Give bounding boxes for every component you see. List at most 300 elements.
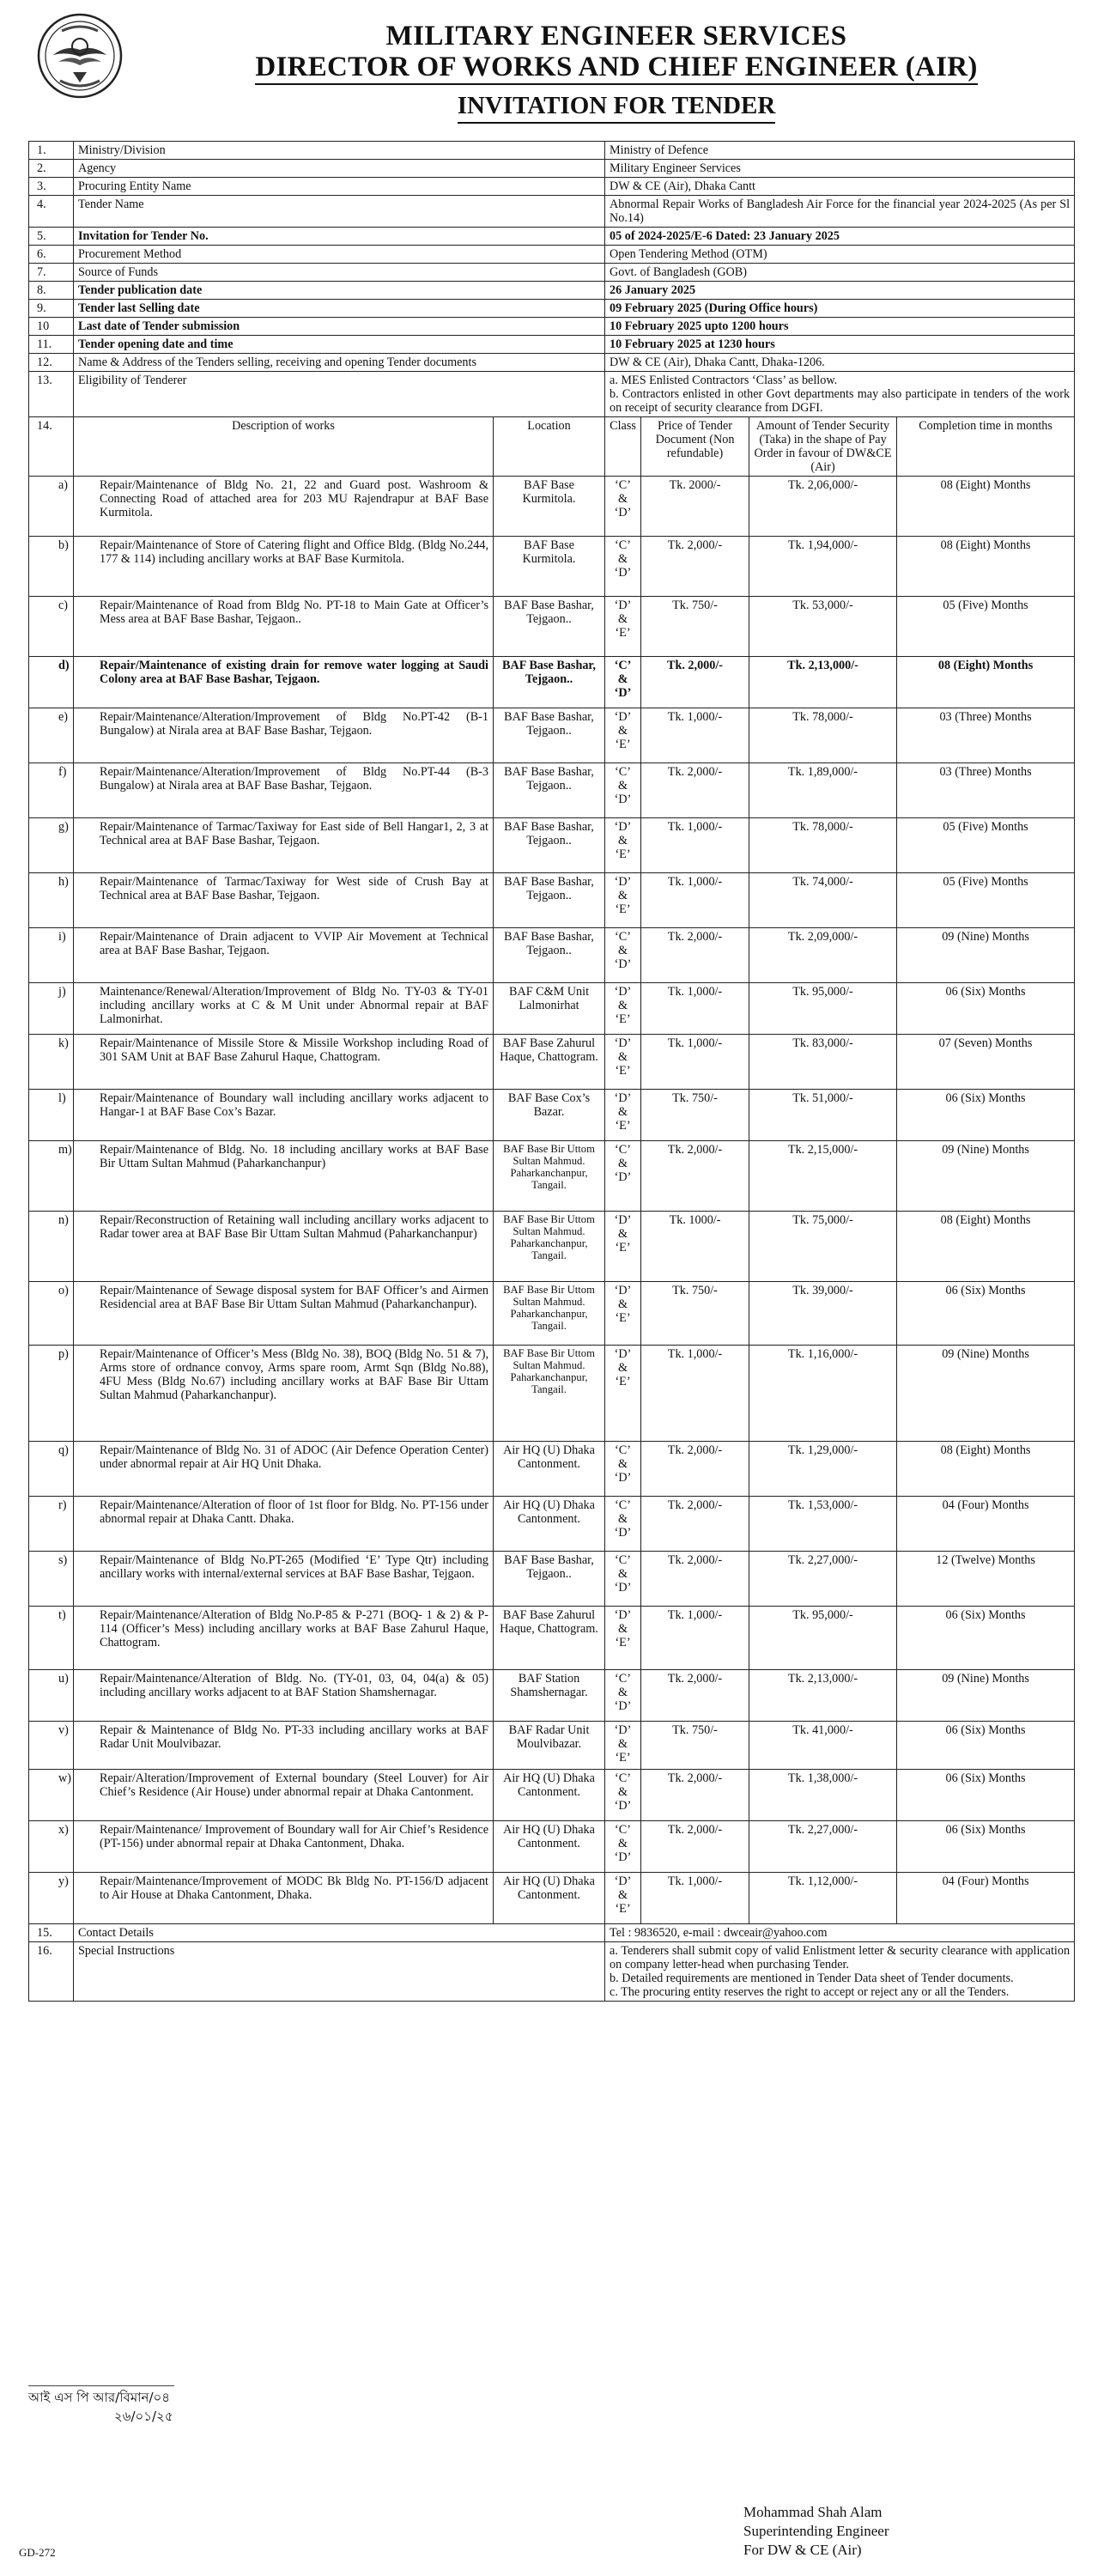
- work-description-text: Repair/Maintenance of existing drain for remove water logging at Saudi Colony area at BAF Base Bashar, Tejgaon.: [100, 659, 488, 686]
- eligibility-row: [29, 372, 1075, 417]
- row-label: Procuring Entity Name: [74, 178, 605, 196]
- class-token: ‘D’: [614, 686, 632, 700]
- row-number: [29, 763, 74, 818]
- class-token: ‘D’: [614, 1850, 632, 1864]
- work-tender-security: Tk. 39,000/-: [749, 1282, 897, 1346]
- info-row: [29, 318, 1075, 336]
- row-number: 3.: [29, 178, 74, 196]
- work-description: [58, 1346, 494, 1442]
- row-value: Govt. of Bangladesh (GOB): [605, 264, 1075, 282]
- work-description: [58, 1873, 494, 1924]
- work-tender-security: Tk. 1,29,000/-: [749, 1442, 897, 1497]
- row-value: 10 February 2025 at 1230 hours: [605, 336, 1075, 354]
- work-row: [29, 1497, 1075, 1552]
- class-token: ‘D’: [614, 793, 632, 806]
- info-row: [29, 178, 1075, 196]
- work-completion-time: 08 (Eight) Months: [897, 1442, 1075, 1497]
- row-number: 15.: [29, 1924, 74, 1942]
- class-token: ‘C’: [615, 1143, 631, 1157]
- work-class: [605, 1873, 641, 1924]
- row-number: 10: [29, 318, 74, 336]
- work-description-text: Maintenance/Renewal/Alteration/Improvement of Bldg No. TY-03 & TY-01 including ancillary works at C & M Unit under Abnormal repair at BAF Lalmonirhat.: [100, 985, 488, 1026]
- class-token: ‘D’: [614, 1581, 632, 1595]
- work-row: [29, 1607, 1075, 1670]
- work-document-price: Tk. 2,000/-: [641, 1552, 749, 1607]
- work-description-text: Repair/Maintenance/Alteration/Improvement of Bldg No.PT-44 (B-3 Bungalow) at Nirala area at BAF Base Bashar, Tejgaon.: [100, 765, 488, 793]
- work-row: [29, 1035, 1075, 1090]
- work-document-price: Tk. 750/-: [641, 1282, 749, 1346]
- work-location: BAF Base Kurmitola.: [494, 537, 605, 597]
- row-value: DW & CE (Air), Dhaka Cantt: [605, 178, 1075, 196]
- row-label: Eligibility of Tenderer: [74, 372, 605, 417]
- work-document-price: Tk. 1,000/-: [641, 1035, 749, 1090]
- work-tender-security: Tk. 83,000/-: [749, 1035, 897, 1090]
- work-location: BAF Base Bashar, Tejgaon..: [494, 763, 605, 818]
- row-label: Tender publication date: [74, 282, 605, 300]
- work-class: [605, 1607, 641, 1670]
- work-description-text: Repair/Maintenance/ Improvement of Boundary wall for Air Chief’s Residence (PT-156) under abnormal repair at Dhaka Cantonment, Dhaka.: [100, 1823, 488, 1850]
- class-token: ‘D’: [614, 506, 632, 519]
- class-token: &: [617, 1888, 628, 1902]
- info-row: [29, 282, 1075, 300]
- class-token: ‘E’: [615, 1012, 631, 1026]
- class-token: ‘C’: [615, 1553, 631, 1567]
- work-completion-time: 09 (Nine) Months: [897, 1141, 1075, 1212]
- work-class: [605, 818, 641, 873]
- special-instructions-row: [29, 1942, 1075, 2002]
- work-class: [605, 537, 641, 597]
- work-row: [29, 1212, 1075, 1282]
- work-description: [58, 1141, 494, 1212]
- work-description-text: Repair/Maintenance of Sewage disposal system for BAF Officer’s and Airmen Residencial area at BAF Base Bir Uttam Sultan Mahmud (Paharkanchanpur).: [100, 1284, 488, 1311]
- class-token: &: [617, 552, 628, 566]
- signer-org: For DW & CE (Air): [743, 2542, 862, 2558]
- work-location: BAF Base Bir Uttom Sultan Mahmud. Paharkanchanpur, Tangail.: [494, 1212, 605, 1282]
- work-completion-time: 06 (Six) Months: [897, 983, 1075, 1035]
- row-value: Open Tendering Method (OTM): [605, 246, 1075, 264]
- work-completion-time: 09 (Nine) Months: [897, 1670, 1075, 1722]
- class-token: ‘E’: [615, 1636, 631, 1649]
- class-token: ‘E’: [615, 1902, 631, 1916]
- work-class: [605, 1090, 641, 1141]
- class-token: ‘E’: [615, 738, 631, 751]
- eligibility-value: [605, 372, 1075, 417]
- work-location: BAF Base Zahurul Haque, Chattogram.: [494, 1607, 605, 1670]
- work-item-label: o): [58, 1284, 69, 1297]
- work-description-text: Repair/Maintenance/Alteration of Bldg. No. (TY-01, 03, 04, 04(a) & 05) including ancillary works adjacent to at BAF Station Shamshernagar.: [100, 1672, 488, 1699]
- row-value: Military Engineer Services: [605, 160, 1075, 178]
- class-token: ‘C’: [615, 1443, 631, 1457]
- work-completion-time: 06 (Six) Months: [897, 1770, 1075, 1821]
- class-token: ‘E’: [615, 1119, 631, 1133]
- eligibility-b: b. Contractors enlisted in other Govt departments may also participate in tenders of the work on receipt of security clearance from DGFI.: [610, 387, 1071, 415]
- work-class: [605, 873, 641, 928]
- work-class: [605, 1670, 641, 1722]
- work-document-price: Tk. 750/-: [641, 1090, 749, 1141]
- work-description: [58, 597, 494, 657]
- work-document-price: Tk. 2,000/-: [641, 1821, 749, 1873]
- info-row: [29, 142, 1075, 160]
- work-item-label: r): [58, 1498, 67, 1512]
- class-token: ‘C’: [615, 538, 631, 552]
- work-completion-time: 06 (Six) Months: [897, 1282, 1075, 1346]
- work-item-label: n): [58, 1213, 69, 1227]
- row-number: 4.: [29, 196, 74, 228]
- class-token: ‘E’: [615, 902, 631, 916]
- work-row: [29, 1442, 1075, 1497]
- class-token: ‘D’: [614, 566, 632, 580]
- work-row: [29, 477, 1075, 537]
- work-tender-security: Tk. 41,000/-: [749, 1722, 897, 1770]
- class-token: ‘E’: [615, 1064, 631, 1078]
- work-description: [58, 928, 494, 983]
- header-line-1: MILITARY ENGINEER SERVICES: [385, 21, 847, 52]
- work-class: [605, 1552, 641, 1607]
- work-class: [605, 1770, 641, 1821]
- work-location: BAF C&M Unit Lalmonirhat: [494, 983, 605, 1035]
- work-item-label: k): [58, 1036, 69, 1050]
- work-item-label: v): [58, 1723, 69, 1737]
- class-token: ‘D’: [614, 875, 632, 889]
- work-document-price: Tk. 2000/-: [641, 477, 749, 537]
- work-item-label: e): [58, 710, 69, 724]
- work-description-text: Repair/Maintenance of Bldg No. 31 of ADOC (Air Defence Operation Center) under abnormal repair at Air HQ Unit Dhaka.: [100, 1443, 488, 1471]
- class-token: ‘E’: [615, 626, 631, 640]
- class-token: ‘D’: [614, 1723, 632, 1737]
- row-number: 9.: [29, 300, 74, 318]
- class-token: ‘C’: [615, 930, 631, 944]
- class-token: ‘D’: [614, 1170, 632, 1184]
- class-token: ‘C’: [615, 1498, 631, 1512]
- work-description-text: Repair/Maintenance of Bldg. No. 18 including ancillary works at BAF Base Bir Uttam Sultan Mahmud (Paharkanchanpur): [100, 1143, 488, 1170]
- row-value: Abnormal Repair Works of Bangladesh Air Force for the financial year 2024-2025 (As per Sl No.14): [605, 196, 1075, 228]
- row-number: 8.: [29, 282, 74, 300]
- col-location-header: Location: [494, 417, 605, 477]
- work-class: [605, 1212, 641, 1282]
- row-number: 16.: [29, 1942, 74, 2002]
- work-document-price: Tk. 2,000/-: [641, 763, 749, 818]
- row-value: 09 February 2025 (During Office hours): [605, 300, 1075, 318]
- row-value: DW & CE (Air), Dhaka Cantt, Dhaka-1206.: [605, 354, 1075, 372]
- class-token: ‘D’: [614, 710, 632, 724]
- work-tender-security: Tk. 2,09,000/-: [749, 928, 897, 983]
- class-token: &: [617, 724, 628, 738]
- work-class: [605, 928, 641, 983]
- class-token: &: [617, 834, 628, 848]
- work-description: [58, 818, 494, 873]
- work-document-price: Tk. 2,000/-: [641, 928, 749, 983]
- document-code: GD-272: [19, 2546, 56, 2559]
- work-tender-security: Tk. 78,000/-: [749, 708, 897, 763]
- reference-date: ২৬/০১/২৫: [114, 2409, 173, 2424]
- work-item-label: a): [58, 478, 69, 492]
- class-token: ‘E’: [615, 848, 631, 861]
- class-token: &: [617, 492, 628, 506]
- works-header-row: [29, 417, 1075, 477]
- class-token: ‘D’: [614, 957, 632, 971]
- work-row: [29, 1722, 1075, 1770]
- work-tender-security: Tk. 1,94,000/-: [749, 537, 897, 597]
- work-tender-security: Tk. 1,38,000/-: [749, 1770, 897, 1821]
- row-label: Tender last Selling date: [74, 300, 605, 318]
- work-description: [58, 657, 494, 708]
- row-label: Agency: [74, 160, 605, 178]
- work-description-text: Repair/Maintenance of Bldg No.PT-265 (Modified ‘E’ Type Qtr) including ancillary works with internal/external services at BAF Base Bashar, Tejgaon.: [100, 1553, 488, 1581]
- work-description-text: Repair/Reconstruction of Retaining wall including ancillary works adjacent to Radar tower area at BAF Base Bir Uttam Sultan Mahmud (Paharkanchanpur): [100, 1213, 488, 1241]
- work-row: [29, 708, 1075, 763]
- special-instructions-value: [605, 1942, 1075, 2002]
- work-item-label: p): [58, 1347, 69, 1361]
- work-completion-time: 08 (Eight) Months: [897, 477, 1075, 537]
- work-class: [605, 1035, 641, 1090]
- class-token: &: [617, 1457, 628, 1471]
- class-token: &: [617, 612, 628, 626]
- contact-row: [29, 1924, 1075, 1942]
- work-item-label: s): [58, 1553, 68, 1567]
- mes-emblem-icon: [36, 12, 124, 100]
- work-location: BAF Base Bashar, Tejgaon..: [494, 708, 605, 763]
- work-description-text: Repair/Alteration/Improvement of External boundary (Steel Louver) for Air Chief’s Residence (Air House) under abnormal repair at Dhaka Cantonment.: [100, 1771, 488, 1799]
- work-tender-security: Tk. 1,53,000/-: [749, 1497, 897, 1552]
- work-row: [29, 928, 1075, 983]
- work-description-text: Repair/Maintenance of Store of Catering flight and Office Bldg. (Bldg No.244, 177 & 114) including ancillary works at BAF Base Kurmitola.: [100, 538, 488, 566]
- work-class: [605, 1497, 641, 1552]
- row-label: Invitation for Tender No.: [74, 228, 605, 246]
- work-completion-time: 08 (Eight) Months: [897, 537, 1075, 597]
- work-class: [605, 1821, 641, 1873]
- work-tender-security: Tk. 51,000/-: [749, 1090, 897, 1141]
- work-document-price: Tk. 2,000/-: [641, 1497, 749, 1552]
- work-location: BAF Radar Unit Moulvibazar.: [494, 1722, 605, 1770]
- class-token: &: [617, 944, 628, 957]
- work-location: Air HQ (U) Dhaka Cantonment.: [494, 1497, 605, 1552]
- col-completion-header: Completion time in months: [897, 417, 1075, 477]
- row-number: 1.: [29, 142, 74, 160]
- class-token: ‘E’: [615, 1375, 631, 1388]
- class-token: ‘D’: [614, 1091, 632, 1105]
- work-item-label: b): [58, 538, 69, 552]
- row-number: 12.: [29, 354, 74, 372]
- work-completion-time: 08 (Eight) Months: [897, 1212, 1075, 1282]
- work-description-text: Repair/Maintenance of Bldg No. 21, 22 and Guard post. Washroom & Connecting Road of attached area for 203 MU Rajendrapur at BAF Base Kurmitola.: [100, 478, 488, 519]
- work-description-text: Repair/Maintenance of Officer’s Mess (Bldg No. 38), BOQ (Bldg No. 51 & 7), Arms store of ordnance convoy, Arms spare room, Armt Sqn (Bldg No.88), 4FU Mess (Bldg No.67) including ancillary works at BAF Base Bir Uttam Sultan Mahmud (Paharkanchanpur).: [100, 1347, 488, 1402]
- work-row: [29, 657, 1075, 708]
- work-description: [58, 1722, 494, 1770]
- class-token: &: [617, 1297, 628, 1311]
- work-document-price: Tk. 1,000/-: [641, 818, 749, 873]
- work-row: [29, 1346, 1075, 1442]
- work-location: BAF Base Cox’s Bazar.: [494, 1090, 605, 1141]
- info-row: [29, 300, 1075, 318]
- work-row: [29, 1282, 1075, 1346]
- work-item-label: x): [58, 1823, 69, 1837]
- info-row: [29, 196, 1075, 228]
- info-row: [29, 264, 1075, 282]
- class-token: &: [617, 1622, 628, 1636]
- work-completion-time: 03 (Three) Months: [897, 708, 1075, 763]
- info-row: [29, 246, 1075, 264]
- work-description-text: Repair/Maintenance/Alteration/Improvement of Bldg No.PT-42 (B-1 Bungalow) at Nirala area at BAF Base Bashar, Tejgaon.: [100, 710, 488, 738]
- work-row: [29, 873, 1075, 928]
- work-document-price: Tk. 750/-: [641, 597, 749, 657]
- work-document-price: Tk. 1,000/-: [641, 1607, 749, 1670]
- work-completion-time: 05 (Five) Months: [897, 597, 1075, 657]
- col-class-header: Class: [605, 417, 641, 477]
- work-class: [605, 1282, 641, 1346]
- col-price-header: Price of Tender Document (Non refundable): [641, 417, 749, 477]
- work-location: BAF Station Shamshernagar.: [494, 1670, 605, 1722]
- work-document-price: Tk. 1,000/-: [641, 1873, 749, 1924]
- work-row: [29, 1770, 1075, 1821]
- work-completion-time: 05 (Five) Months: [897, 818, 1075, 873]
- class-token: ‘D’: [614, 1213, 632, 1227]
- work-row: [29, 1141, 1075, 1212]
- work-completion-time: 09 (Nine) Months: [897, 928, 1075, 983]
- row-value: 05 of 2024-2025/E-6 Dated: 23 January 2025: [605, 228, 1075, 246]
- row-number: 5.: [29, 228, 74, 246]
- work-row: [29, 1873, 1075, 1924]
- work-description: [58, 1821, 494, 1873]
- work-description-text: Repair/Maintenance of Drain adjacent to VVIP Air Movement at Technical area at BAF Base Bashar, Tejgaon.: [100, 930, 488, 957]
- work-document-price: Tk. 2,000/-: [641, 1670, 749, 1722]
- work-description-text: Repair/Maintenance of Road from Bldg No. PT-18 to Main Gate at Officer’s Mess area at BAF Base Bashar, Tejgaon..: [100, 598, 488, 626]
- row-number: 11.: [29, 336, 74, 354]
- class-token: ‘C’: [615, 1823, 631, 1837]
- work-description: [58, 1035, 494, 1090]
- header-line-2: DIRECTOR OF WORKS AND CHIEF ENGINEER (AIR): [255, 52, 977, 85]
- work-item-label: i): [58, 930, 66, 944]
- class-token: &: [617, 1050, 628, 1064]
- reference-number: আই এস পি আর/বিমান/০৪: [28, 2390, 171, 2405]
- row-value: 10 February 2025 upto 1200 hours: [605, 318, 1075, 336]
- tender-table: [28, 141, 1075, 2002]
- class-token: &: [617, 1785, 628, 1799]
- class-token: ‘C’: [615, 478, 631, 492]
- work-description: [58, 1770, 494, 1821]
- work-completion-time: 08 (Eight) Months: [897, 657, 1075, 708]
- work-row: [29, 1821, 1075, 1873]
- class-token: ‘D’: [614, 1699, 632, 1713]
- work-description: [58, 1442, 494, 1497]
- row-label: Contact Details: [74, 1924, 605, 1942]
- work-document-price: Tk. 2,000/-: [641, 537, 749, 597]
- work-description: [58, 983, 494, 1035]
- work-location: BAF Base Bashar, Tejgaon..: [494, 873, 605, 928]
- work-completion-time: 03 (Three) Months: [897, 763, 1075, 818]
- class-token: &: [617, 889, 628, 902]
- work-class: [605, 1722, 641, 1770]
- work-location: BAF Base Kurmitola.: [494, 477, 605, 537]
- work-item-label: w): [58, 1771, 71, 1785]
- work-description: [58, 1607, 494, 1670]
- class-token: ‘E’: [615, 1241, 631, 1255]
- work-description: [58, 873, 494, 928]
- work-description-text: Repair/Maintenance of Tarmac/Taxiway for East side of Bell Hangar1, 2, 3 at Technical area at BAF Base Bashar, Tejgaon.: [100, 820, 488, 848]
- work-class: [605, 763, 641, 818]
- row-number: [29, 1090, 74, 1141]
- signer-title: Superintending Engineer: [743, 2523, 889, 2539]
- work-location: Air HQ (U) Dhaka Cantonment.: [494, 1873, 605, 1924]
- work-row: [29, 1670, 1075, 1722]
- work-description: [58, 1282, 494, 1346]
- work-class: [605, 708, 641, 763]
- work-location: BAF Base Bashar, Tejgaon..: [494, 657, 605, 708]
- row-number: 14.: [29, 417, 74, 477]
- work-location: Air HQ (U) Dhaka Cantonment.: [494, 1442, 605, 1497]
- row-label: Last date of Tender submission: [74, 318, 605, 336]
- work-document-price: Tk. 1,000/-: [641, 708, 749, 763]
- class-token: ‘D’: [614, 1799, 632, 1813]
- row-number: 2.: [29, 160, 74, 178]
- class-token: ‘D’: [614, 1036, 632, 1050]
- instruction-c: c. The procuring entity reserves the right to accept or reject any or all the Tenders.: [610, 1985, 1010, 1999]
- work-description: [58, 477, 494, 537]
- row-label: Procurement Method: [74, 246, 605, 264]
- info-row: [29, 354, 1075, 372]
- work-location: BAF Base Bir Uttom Sultan Mahmud. Paharkanchanpur, Tangail.: [494, 1346, 605, 1442]
- instruction-a: a. Tenderers shall submit copy of valid Enlistment letter & security clearance with application on company letter-head when purchasing Tender.: [610, 1944, 1071, 1971]
- class-token: &: [617, 1686, 628, 1699]
- reference-block: [28, 2385, 174, 2426]
- page-header: [129, 21, 1104, 124]
- work-tender-security: Tk. 1,16,000/-: [749, 1346, 897, 1442]
- work-description-text: Repair/Maintenance of Boundary wall including ancillary works adjacent to Hangar-1 at BAF Base Cox’s Bazar.: [100, 1091, 488, 1119]
- class-token: ‘E’: [615, 1751, 631, 1765]
- work-row: [29, 763, 1075, 818]
- work-completion-time: 06 (Six) Months: [897, 1722, 1075, 1770]
- row-label: Source of Funds: [74, 264, 605, 282]
- work-class: [605, 1346, 641, 1442]
- row-number: 6.: [29, 246, 74, 264]
- info-row: [29, 336, 1075, 354]
- work-description-text: Repair & Maintenance of Bldg No. PT-33 including ancillary works at BAF Radar Unit Moulvibazar.: [100, 1723, 488, 1751]
- work-tender-security: Tk. 2,13,000/-: [749, 1670, 897, 1722]
- work-location: BAF Base Bashar, Tejgaon..: [494, 928, 605, 983]
- work-item-label: t): [58, 1608, 66, 1622]
- class-token: ‘E’: [615, 1311, 631, 1325]
- class-token: &: [617, 672, 628, 686]
- work-tender-security: Tk. 2,27,000/-: [749, 1821, 897, 1873]
- work-item-label: c): [58, 598, 69, 612]
- class-token: ‘D’: [614, 1874, 632, 1888]
- class-token: ‘C’: [615, 1672, 631, 1686]
- work-document-price: Tk. 2,000/-: [641, 1442, 749, 1497]
- class-token: &: [617, 1567, 628, 1581]
- work-tender-security: Tk. 1,89,000/-: [749, 763, 897, 818]
- work-tender-security: Tk. 2,15,000/-: [749, 1141, 897, 1212]
- col-description-header: Description of works: [74, 417, 494, 477]
- row-number: [29, 1607, 74, 1670]
- class-token: &: [617, 1157, 628, 1170]
- work-location: BAF Base Bir Uttom Sultan Mahmud. Paharkanchanpur, Tangail.: [494, 1141, 605, 1212]
- class-token: &: [617, 1361, 628, 1375]
- row-number: [29, 983, 74, 1035]
- work-description-text: Repair/Maintenance/Alteration of floor of 1st floor for Bldg. No. PT-156 under abnormal repair at Dhaka Cantt. Dhaka.: [100, 1498, 488, 1526]
- work-document-price: Tk. 2,000/-: [641, 657, 749, 708]
- work-completion-time: 05 (Five) Months: [897, 873, 1075, 928]
- work-location: Air HQ (U) Dhaka Cantonment.: [494, 1821, 605, 1873]
- work-row: [29, 983, 1075, 1035]
- class-token: &: [617, 1227, 628, 1241]
- work-completion-time: 04 (Four) Months: [897, 1873, 1075, 1924]
- work-description: [58, 1212, 494, 1282]
- work-completion-time: 06 (Six) Months: [897, 1090, 1075, 1141]
- work-document-price: Tk. 1000/-: [641, 1212, 749, 1282]
- work-class: [605, 983, 641, 1035]
- work-item-label: m): [58, 1143, 72, 1157]
- work-description-text: Repair/Maintenance/Improvement of MODC Bk Bldg No. PT-156/D adjacent to Air House at Dhaka Cantonment, Dhaka.: [100, 1874, 488, 1902]
- work-tender-security: Tk. 78,000/-: [749, 818, 897, 873]
